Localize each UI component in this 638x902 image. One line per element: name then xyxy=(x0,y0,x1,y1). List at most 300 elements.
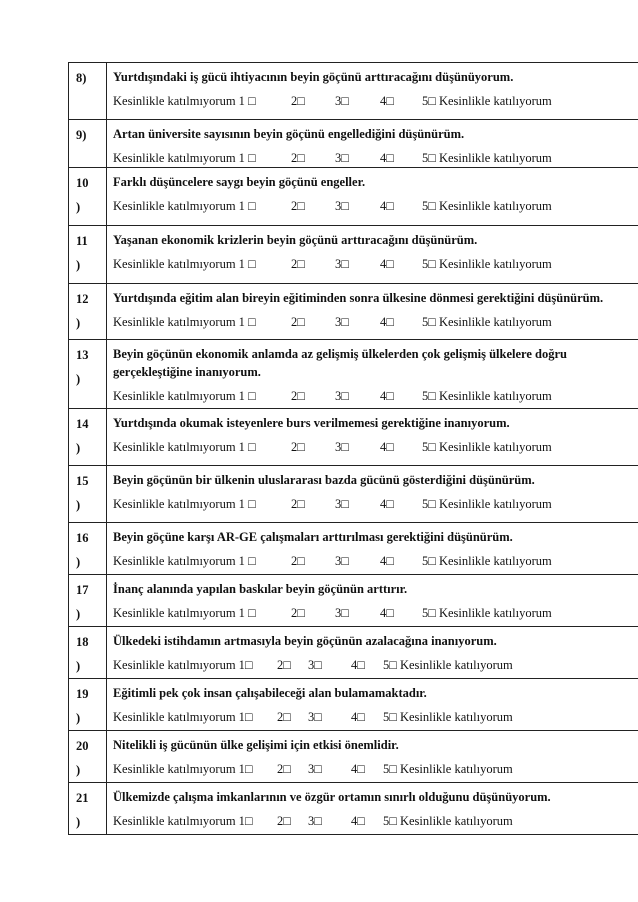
scale-number: 5 xyxy=(383,710,390,724)
scale-number: 2 xyxy=(291,315,298,329)
checkbox-icon[interactable]: □ xyxy=(428,199,436,213)
scale-option-3[interactable] xyxy=(335,387,380,405)
question-text: Ülkemizde çalışma imkanlarının ve özgür ortamın sınırlı olduğunu düşünüyorum. xyxy=(113,790,551,804)
checkbox-icon[interactable]: □ xyxy=(248,389,256,403)
scale-option-2[interactable] xyxy=(277,760,308,778)
checkbox-icon[interactable]: □ xyxy=(248,257,256,271)
scale-low-label: Kesinlikle katılmıyorum 1 xyxy=(113,94,245,108)
item-number-text: 8) xyxy=(76,71,87,85)
item-number-text: 10 xyxy=(76,176,89,190)
question-text: Yaşanan ekonomik krizlerin beyin göçünü arttıracağını düşünürüm. xyxy=(113,233,478,247)
scale-option-1[interactable] xyxy=(113,604,291,622)
scale-option-1[interactable] xyxy=(113,438,291,456)
item-number-text: ) xyxy=(76,815,81,829)
checkbox-icon[interactable]: □ xyxy=(341,554,349,568)
scale-option-2[interactable] xyxy=(291,438,335,456)
scale-number: 3 xyxy=(308,814,315,828)
checkbox-icon[interactable]: □ xyxy=(297,554,305,568)
checkbox-icon[interactable]: □ xyxy=(283,710,291,724)
checkbox-icon[interactable]: □ xyxy=(386,94,394,108)
checkbox-icon[interactable]: □ xyxy=(428,497,436,511)
checkbox-icon[interactable]: □ xyxy=(248,94,256,108)
item-number-text: 21 xyxy=(76,791,89,805)
scale-option-5[interactable] xyxy=(422,149,436,167)
scale-option-2[interactable] xyxy=(277,812,308,830)
scale-number: 3 xyxy=(335,440,342,454)
scale-number: 4 xyxy=(380,606,387,620)
checkbox-icon[interactable]: □ xyxy=(357,762,365,776)
question-text: Ülkedeki istihdamın artmasıyla beyin göçünün azalacağına inanıyorum. xyxy=(113,634,497,648)
item-number-text: ) xyxy=(76,711,81,725)
checkbox-icon[interactable]: □ xyxy=(341,315,349,329)
scale-option-5[interactable] xyxy=(422,604,436,622)
checkbox-icon[interactable]: □ xyxy=(341,440,349,454)
item-number-text: ) xyxy=(76,763,81,777)
checkbox-icon[interactable]: □ xyxy=(389,658,397,672)
checkbox-icon[interactable]: □ xyxy=(283,762,291,776)
scale-number: 3 xyxy=(335,199,342,213)
scale-option-1[interactable] xyxy=(113,656,277,674)
checkbox-icon[interactable]: □ xyxy=(428,554,436,568)
item-number-text: 16 xyxy=(76,531,89,545)
item-number xyxy=(69,466,107,523)
scale-number: 4 xyxy=(380,554,387,568)
question-text: Eğitimli pek çok insan çalışabileceği alan bulamamaktadır. xyxy=(113,686,427,700)
scale-number: 2 xyxy=(291,199,298,213)
checkbox-icon[interactable]: □ xyxy=(428,315,436,329)
likert-scale xyxy=(113,92,638,110)
survey-item-row xyxy=(69,627,638,679)
scale-number: 3 xyxy=(335,606,342,620)
scale-option-4[interactable] xyxy=(380,604,422,622)
scale-option-1[interactable] xyxy=(113,552,291,570)
scale-option-3[interactable] xyxy=(335,495,380,513)
question-text: gerçekleştiğine inanıyorum. xyxy=(113,365,261,379)
scale-option-4[interactable] xyxy=(380,92,422,110)
checkbox-icon[interactable]: □ xyxy=(297,497,305,511)
scale-option-2[interactable] xyxy=(291,313,335,331)
survey-item-row xyxy=(69,168,638,226)
checkbox-icon[interactable]: □ xyxy=(314,762,322,776)
scale-number: 4 xyxy=(380,94,387,108)
scale-option-2[interactable] xyxy=(291,552,335,570)
item-number-text: ) xyxy=(76,372,81,386)
scale-option-4[interactable] xyxy=(380,255,422,273)
scale-option-3[interactable] xyxy=(335,255,380,273)
scale-option-1[interactable] xyxy=(113,760,277,778)
scale-option-3[interactable] xyxy=(335,149,380,167)
checkbox-icon[interactable]: □ xyxy=(386,199,394,213)
scale-option-3[interactable] xyxy=(335,92,380,110)
checkbox-icon[interactable]: □ xyxy=(283,658,291,672)
item-content xyxy=(107,466,638,523)
item-number-text: ) xyxy=(76,659,81,673)
checkbox-icon[interactable]: □ xyxy=(341,151,349,165)
checkbox-icon[interactable]: □ xyxy=(314,658,322,672)
survey-item-row xyxy=(69,120,638,168)
likert-scale xyxy=(113,438,638,456)
survey-item-row xyxy=(69,523,638,575)
checkbox-icon[interactable]: □ xyxy=(386,554,394,568)
checkbox-icon[interactable]: □ xyxy=(386,440,394,454)
scale-high-label: Kesinlikle katılıyorum xyxy=(438,497,552,511)
scale-number: 5 xyxy=(422,199,429,213)
scale-option-3[interactable] xyxy=(308,760,351,778)
scale-number: 3 xyxy=(335,94,342,108)
scale-option-5[interactable] xyxy=(422,438,436,456)
scale-option-3[interactable] xyxy=(335,197,380,215)
scale-number: 3 xyxy=(335,151,342,165)
scale-option-4[interactable] xyxy=(351,708,383,726)
scale-number: 3 xyxy=(335,257,342,271)
scale-number: 4 xyxy=(351,814,358,828)
scale-high-label: Kesinlikle katılıyorum xyxy=(438,554,552,568)
item-number xyxy=(69,409,107,466)
scale-number: 4 xyxy=(380,389,387,403)
scale-option-5[interactable] xyxy=(383,760,397,778)
checkbox-icon[interactable]: □ xyxy=(341,199,349,213)
scale-low-label: Kesinlikle katılmıyorum 1 xyxy=(113,606,245,620)
scale-option-5[interactable] xyxy=(422,552,436,570)
checkbox-icon[interactable]: □ xyxy=(389,762,397,776)
checkbox-icon[interactable]: □ xyxy=(297,94,305,108)
item-content xyxy=(107,783,638,835)
checkbox-icon[interactable]: □ xyxy=(341,389,349,403)
scale-number: 4 xyxy=(380,315,387,329)
checkbox-icon[interactable]: □ xyxy=(428,606,436,620)
scale-option-2[interactable] xyxy=(291,495,335,513)
scale-option-5[interactable] xyxy=(422,255,436,273)
scale-option-2[interactable] xyxy=(291,149,335,167)
scale-number: 2 xyxy=(277,762,284,776)
scale-number: 2 xyxy=(291,497,298,511)
checkbox-icon[interactable]: □ xyxy=(283,814,291,828)
checkbox-icon[interactable]: □ xyxy=(386,151,394,165)
scale-high-label: Kesinlikle katılıyorum xyxy=(399,658,513,672)
scale-option-2[interactable] xyxy=(291,255,335,273)
item-content xyxy=(107,63,638,120)
checkbox-icon[interactable]: □ xyxy=(386,257,394,271)
likert-scale xyxy=(113,197,638,215)
checkbox-icon[interactable]: □ xyxy=(244,710,253,724)
checkbox-icon[interactable]: □ xyxy=(341,257,349,271)
checkbox-icon[interactable]: □ xyxy=(428,257,436,271)
scale-option-2[interactable] xyxy=(291,387,335,405)
scale-number: 2 xyxy=(277,710,284,724)
checkbox-icon[interactable]: □ xyxy=(341,497,349,511)
scale-number: 4 xyxy=(380,497,387,511)
scale-option-2[interactable] xyxy=(291,604,335,622)
item-number-text: ) xyxy=(76,607,81,621)
scale-number: 4 xyxy=(380,151,387,165)
scale-option-5[interactable] xyxy=(383,708,397,726)
checkbox-icon[interactable]: □ xyxy=(357,658,365,672)
checkbox-icon[interactable]: □ xyxy=(389,814,397,828)
checkbox-icon[interactable]: □ xyxy=(297,606,305,620)
item-content xyxy=(107,168,638,226)
scale-option-3[interactable] xyxy=(335,604,380,622)
item-number-text: ) xyxy=(76,258,81,272)
scale-number: 5 xyxy=(422,497,429,511)
scale-option-5[interactable] xyxy=(383,812,397,830)
question-text: Yurtdışında okumak isteyenlere burs verilmemesi gerektiğine inanıyorum. xyxy=(113,416,510,430)
survey-table xyxy=(68,62,638,835)
item-number-text: 17 xyxy=(76,583,89,597)
checkbox-icon[interactable]: □ xyxy=(297,199,305,213)
scale-high-label: Kesinlikle katılıyorum xyxy=(438,389,552,403)
scale-number: 5 xyxy=(383,814,390,828)
checkbox-icon[interactable]: □ xyxy=(428,440,436,454)
scale-option-2[interactable] xyxy=(291,197,335,215)
scale-option-2[interactable] xyxy=(291,92,335,110)
item-content xyxy=(107,731,638,783)
scale-option-2[interactable] xyxy=(277,708,308,726)
checkbox-icon[interactable]: □ xyxy=(386,497,394,511)
item-number-text: 20 xyxy=(76,739,89,753)
checkbox-icon[interactable]: □ xyxy=(314,814,322,828)
item-number xyxy=(69,63,107,120)
checkbox-icon[interactable]: □ xyxy=(297,257,305,271)
scale-number: 5 xyxy=(422,315,429,329)
likert-scale xyxy=(113,313,638,331)
scale-option-3[interactable] xyxy=(335,552,380,570)
item-content xyxy=(107,627,638,679)
scale-option-3[interactable] xyxy=(308,812,351,830)
scale-option-4[interactable] xyxy=(351,760,383,778)
checkbox-icon[interactable]: □ xyxy=(248,497,256,511)
scale-option-5[interactable] xyxy=(422,495,436,513)
checkbox-icon[interactable]: □ xyxy=(297,389,305,403)
item-content xyxy=(107,523,638,575)
scale-option-4[interactable] xyxy=(380,438,422,456)
scale-number: 2 xyxy=(291,440,298,454)
item-number xyxy=(69,783,107,835)
scale-number: 4 xyxy=(380,199,387,213)
scale-low-label: Kesinlikle katılmıyorum 1 xyxy=(113,315,245,329)
survey-item-row xyxy=(69,226,638,284)
checkbox-icon[interactable]: □ xyxy=(248,440,256,454)
item-number-text: ) xyxy=(76,498,81,512)
scale-number: 5 xyxy=(422,151,429,165)
checkbox-icon[interactable]: □ xyxy=(297,151,305,165)
scale-number: 4 xyxy=(380,440,387,454)
scale-number: 5 xyxy=(383,762,390,776)
scale-number: 3 xyxy=(308,658,315,672)
scale-option-1[interactable] xyxy=(113,708,277,726)
scale-number: 5 xyxy=(422,257,429,271)
question-text: Artan üniversite sayısının beyin göçünü engellediğini düşünürüm. xyxy=(113,127,465,141)
checkbox-icon[interactable]: □ xyxy=(428,151,436,165)
checkbox-icon[interactable]: □ xyxy=(341,94,349,108)
survey-item-row xyxy=(69,340,638,409)
item-number-text: ) xyxy=(76,316,81,330)
scale-high-label: Kesinlikle katılıyorum xyxy=(438,257,552,271)
scale-high-label: Kesinlikle katılıyorum xyxy=(399,814,513,828)
scale-option-4[interactable] xyxy=(351,812,383,830)
item-content xyxy=(107,226,638,284)
survey-item-row xyxy=(69,284,638,340)
likert-scale xyxy=(113,255,638,273)
scale-option-4[interactable] xyxy=(380,313,422,331)
item-number xyxy=(69,168,107,226)
survey-item-row xyxy=(69,731,638,783)
item-number xyxy=(69,284,107,340)
checkbox-icon[interactable]: □ xyxy=(248,315,256,329)
scale-option-1[interactable] xyxy=(113,387,291,405)
scale-number: 3 xyxy=(335,554,342,568)
item-number xyxy=(69,340,107,409)
likert-scale xyxy=(113,656,638,674)
item-number xyxy=(69,627,107,679)
item-number xyxy=(69,523,107,575)
scale-number: 4 xyxy=(351,762,358,776)
survey-item-row xyxy=(69,63,638,120)
checkbox-icon[interactable]: □ xyxy=(428,94,436,108)
scale-low-label: Kesinlikle katılmıyorum 1 xyxy=(113,497,245,511)
checkbox-icon[interactable]: □ xyxy=(244,658,253,672)
checkbox-icon[interactable]: □ xyxy=(386,606,394,620)
scale-number: 2 xyxy=(277,814,284,828)
scale-option-5[interactable] xyxy=(422,92,436,110)
checkbox-icon[interactable]: □ xyxy=(297,440,305,454)
scale-option-3[interactable] xyxy=(335,313,380,331)
scale-number: 2 xyxy=(291,606,298,620)
scale-option-3[interactable] xyxy=(308,656,351,674)
scale-option-1[interactable] xyxy=(113,149,291,167)
scale-number: 3 xyxy=(335,315,342,329)
question-text: Beyin göçünün ekonomik anlamda az gelişmiş ülkelerden çok gelişmiş ülkelere doğru xyxy=(113,347,567,361)
scale-option-5[interactable] xyxy=(422,387,436,405)
scale-option-4[interactable] xyxy=(380,495,422,513)
scale-low-label: Kesinlikle katılmıyorum 1 xyxy=(113,389,245,403)
scale-number: 2 xyxy=(291,554,298,568)
scale-option-3[interactable] xyxy=(335,438,380,456)
scale-option-2[interactable] xyxy=(277,656,308,674)
item-number-text: 14 xyxy=(76,417,89,431)
scale-high-label: Kesinlikle katılıyorum xyxy=(399,762,513,776)
checkbox-icon[interactable]: □ xyxy=(297,315,305,329)
item-number-text: 11 xyxy=(76,234,88,248)
question-text: Farklı düşüncelere saygı beyin göçünü engeller. xyxy=(113,175,366,189)
checkbox-icon[interactable]: □ xyxy=(428,389,436,403)
likert-scale xyxy=(113,495,638,513)
scale-option-1[interactable] xyxy=(113,812,277,830)
question-text: Beyin göçüne karşı AR-GE çalışmaları arttırılması gerektiğini düşünürüm. xyxy=(113,530,513,544)
scale-low-label: Kesinlikle katılmıyorum 1 xyxy=(113,440,245,454)
scale-low-label: Kesinlikle katılmıyorum 1 xyxy=(113,814,245,828)
question-text: Beyin göçünün bir ülkenin uluslararası bazda gücünü gösterdiğini düşünürüm. xyxy=(113,473,535,487)
scale-option-1[interactable] xyxy=(113,92,291,110)
item-number-text: 15 xyxy=(76,474,89,488)
scale-option-1[interactable] xyxy=(113,495,291,513)
scale-option-5[interactable] xyxy=(422,197,436,215)
scale-high-label: Kesinlikle katılıyorum xyxy=(438,606,552,620)
scale-low-label: Kesinlikle katılmıyorum 1 xyxy=(113,151,245,165)
item-content xyxy=(107,120,638,168)
likert-scale xyxy=(113,387,638,405)
scale-number: 2 xyxy=(291,257,298,271)
likert-scale xyxy=(113,760,638,778)
checkbox-icon[interactable]: □ xyxy=(341,606,349,620)
survey-item-row xyxy=(69,466,638,523)
question-text: Yurtdışında eğitim alan bireyin eğitiminden sonra ülkesine dönmesi gerektiğini düşünürüm. xyxy=(113,291,604,305)
scale-number: 2 xyxy=(277,658,284,672)
survey-item-row xyxy=(69,679,638,731)
scale-low-label: Kesinlikle katılmıyorum 1 xyxy=(113,762,245,776)
scale-number: 2 xyxy=(291,151,298,165)
checkbox-icon[interactable]: □ xyxy=(248,151,256,165)
item-content xyxy=(107,340,638,409)
checkbox-icon[interactable]: □ xyxy=(389,710,397,724)
scale-high-label: Kesinlikle katılıyorum xyxy=(438,151,552,165)
item-number-text: 9) xyxy=(76,128,87,142)
scale-high-label: Kesinlikle katılıyorum xyxy=(438,440,552,454)
scale-option-4[interactable] xyxy=(380,387,422,405)
scale-low-label: Kesinlikle katılmıyorum 1 xyxy=(113,710,245,724)
checkbox-icon[interactable]: □ xyxy=(386,389,394,403)
item-content xyxy=(107,409,638,466)
item-number-text: 19 xyxy=(76,687,89,701)
checkbox-icon[interactable]: □ xyxy=(248,554,256,568)
checkbox-icon[interactable]: □ xyxy=(244,814,253,828)
scale-option-3[interactable] xyxy=(308,708,351,726)
item-number xyxy=(69,731,107,783)
scale-option-4[interactable] xyxy=(380,552,422,570)
scale-option-1[interactable] xyxy=(113,255,291,273)
checkbox-icon[interactable]: □ xyxy=(244,762,253,776)
likert-scale xyxy=(113,812,638,830)
item-number xyxy=(69,575,107,627)
scale-option-4[interactable] xyxy=(351,656,383,674)
item-number xyxy=(69,226,107,284)
scale-option-1[interactable] xyxy=(113,197,291,215)
scale-option-4[interactable] xyxy=(380,149,422,167)
scale-number: 3 xyxy=(308,710,315,724)
item-content xyxy=(107,284,638,340)
scale-option-1[interactable] xyxy=(113,313,291,331)
item-number xyxy=(69,679,107,731)
item-number-text: 13 xyxy=(76,348,89,362)
scale-low-label: Kesinlikle katılmıyorum 1 xyxy=(113,658,245,672)
scale-number: 5 xyxy=(422,440,429,454)
scale-number: 5 xyxy=(422,606,429,620)
scale-option-5[interactable] xyxy=(422,313,436,331)
scale-number: 3 xyxy=(308,762,315,776)
scale-number: 2 xyxy=(291,389,298,403)
scale-number: 3 xyxy=(335,497,342,511)
checkbox-icon[interactable]: □ xyxy=(357,814,365,828)
checkbox-icon[interactable]: □ xyxy=(248,199,256,213)
checkbox-icon[interactable]: □ xyxy=(386,315,394,329)
question-text: Yurtdışındaki iş gücü ihtiyacının beyin göçünü arttıracağını düşünüyorum. xyxy=(113,70,514,84)
scale-option-4[interactable] xyxy=(380,197,422,215)
checkbox-icon[interactable]: □ xyxy=(248,606,256,620)
likert-scale xyxy=(113,552,638,570)
item-number-text: 18 xyxy=(76,635,89,649)
scale-option-5[interactable] xyxy=(383,656,397,674)
survey-item-row xyxy=(69,783,638,835)
scale-high-label: Kesinlikle katılıyorum xyxy=(438,199,552,213)
item-number xyxy=(69,120,107,168)
checkbox-icon[interactable]: □ xyxy=(357,710,365,724)
likert-scale xyxy=(113,604,638,622)
likert-scale xyxy=(113,708,638,726)
item-content xyxy=(107,679,638,731)
checkbox-icon[interactable]: □ xyxy=(314,710,322,724)
scale-number: 5 xyxy=(422,554,429,568)
scale-number: 3 xyxy=(335,389,342,403)
scale-low-label: Kesinlikle katılmıyorum 1 xyxy=(113,199,245,213)
